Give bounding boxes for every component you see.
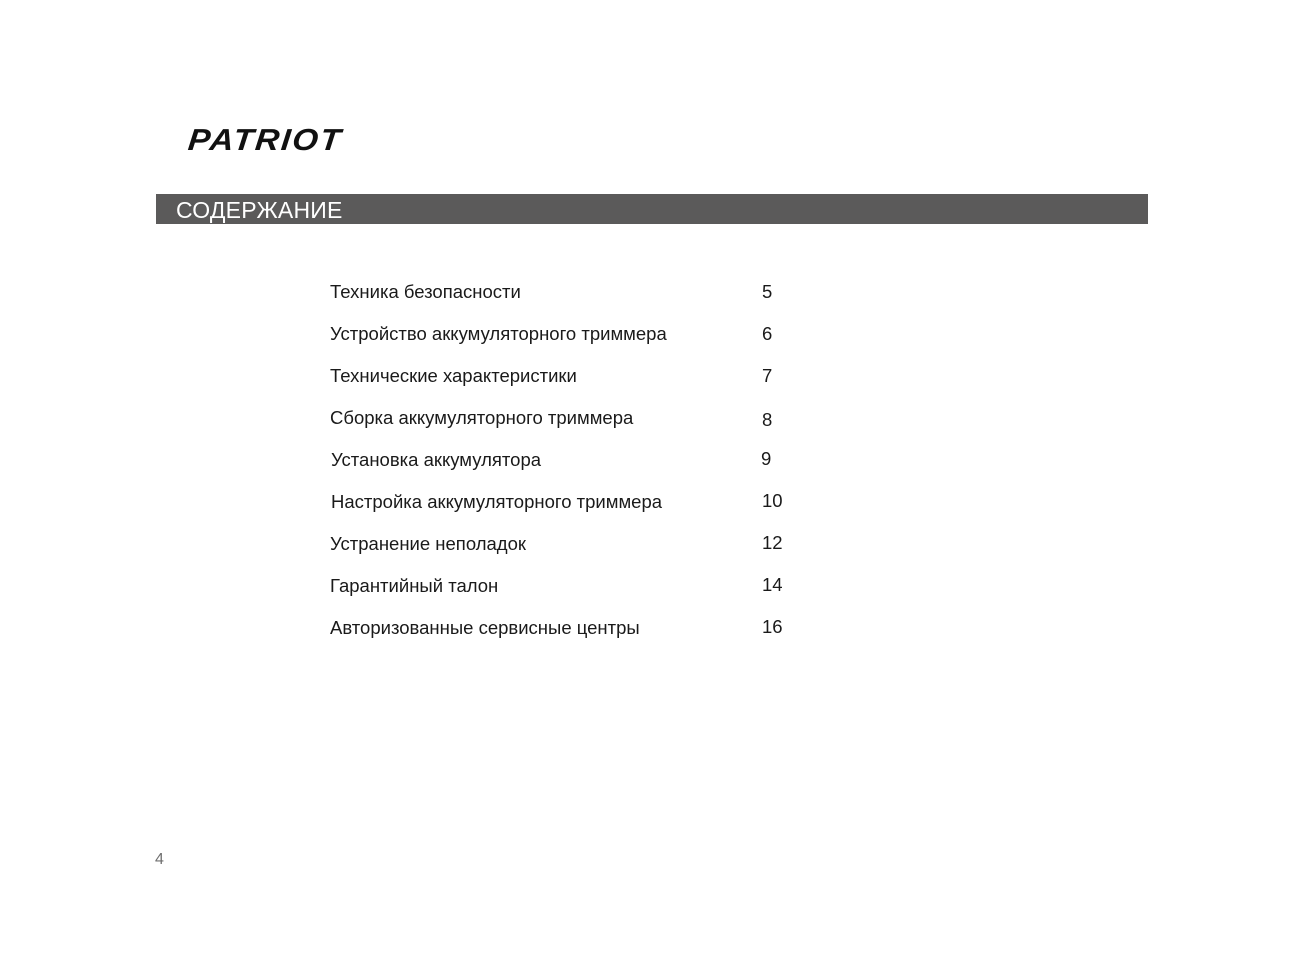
toc-entry[interactable]: [330, 532, 810, 574]
toc-entry[interactable]: [330, 406, 810, 448]
toc-entry-label: Авторизованные сервисные центры: [330, 617, 640, 638]
toc-entry[interactable]: [330, 616, 810, 658]
toc-entry-label: Гарантийный талон: [330, 575, 499, 596]
toc-entry-label: Настройка аккумуляторного триммера: [331, 491, 663, 512]
toc-entry[interactable]: [330, 280, 810, 322]
toc-entry[interactable]: [330, 490, 810, 532]
toc-entry-page: 6: [762, 323, 773, 344]
toc-entry-page: 12: [762, 532, 783, 553]
table-of-contents: [330, 280, 810, 658]
page-number: 4: [155, 851, 164, 868]
toc-entry-label: Установка аккумулятора: [331, 449, 542, 470]
toc-entry-page: 16: [762, 616, 783, 637]
toc-entry-page: 10: [762, 490, 783, 511]
toc-entry[interactable]: [330, 574, 810, 616]
toc-entry-page: 7: [762, 365, 773, 386]
toc-entry-label: Устройство аккумуляторного триммера: [330, 323, 667, 344]
toc-entry-label: Техника безопасности: [330, 281, 521, 302]
toc-entry-page: 5: [762, 281, 773, 302]
toc-entry[interactable]: [330, 364, 810, 406]
toc-entry-label: Устранение неполадок: [330, 533, 526, 554]
toc-entry[interactable]: [330, 322, 810, 364]
toc-entry-page: 9: [761, 448, 772, 469]
toc-entry-label: Технические характеристики: [330, 365, 577, 386]
toc-entry-page: 14: [762, 574, 783, 595]
toc-entry[interactable]: [330, 448, 810, 490]
patriot-logo: PATRIOT: [186, 122, 345, 157]
toc-entry-page: 8: [762, 409, 773, 430]
contents-title: СОДЕРЖАНИЕ: [176, 197, 343, 223]
toc-entry-label: Сборка аккумуляторного триммера: [330, 407, 634, 428]
contents-header-bar: [156, 194, 1148, 224]
